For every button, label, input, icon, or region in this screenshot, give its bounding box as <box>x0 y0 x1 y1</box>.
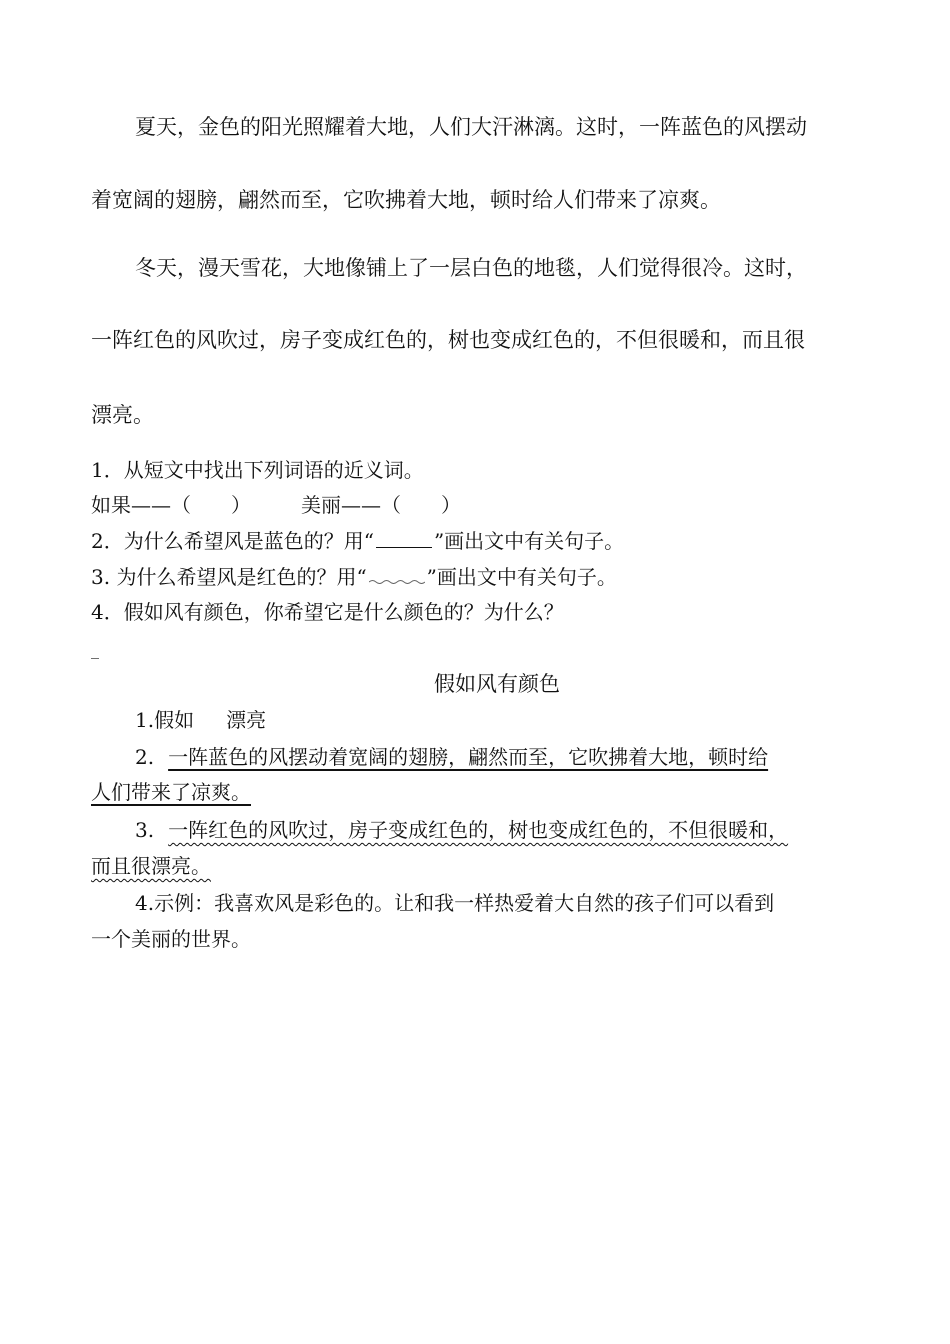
question-2 <box>91 527 624 555</box>
answer-3-line1 <box>135 816 788 844</box>
answer-2-sentence-part2: 人们带来了凉爽。 <box>91 780 251 804</box>
question-1: 1．从短文中找出下列词语的近义词。 <box>91 458 424 482</box>
answer-1-number-word: 1.假如 <box>135 708 195 732</box>
passage-p2-line3: 漂亮。 <box>91 403 154 427</box>
passage-p1-line1: 夏天，金色的阳光照耀着大地，人们大汗淋漓。这时，一阵蓝色的风摆动 <box>135 115 807 139</box>
question-2-text-before: 2．为什么希望风是蓝色的？用“ <box>91 529 374 553</box>
question-1-item-1: 如果——（ ） <box>91 493 251 517</box>
passage-p2-line1: 冬天，漫天雪花，大地像铺上了一层白色的地毯，人们觉得很冷。这时， <box>135 256 807 280</box>
question-1-item-2: 美丽——（ ） <box>301 493 461 517</box>
answers-title: 假如风有颜色 <box>434 672 560 696</box>
answer-1 <box>135 706 266 734</box>
answer-2-number: 2. <box>135 745 155 769</box>
question-4: 4．假如风有颜色，你希望它是什么颜色的？为什么？ <box>91 600 564 624</box>
answer-2-sentence-part1: 一阵蓝色的风摆动着宽阔的翅膀，翩然而至，它吹拂着大地，顿时给 <box>168 745 769 769</box>
passage-p2-line2: 一阵红色的风吹过，房子变成红色的，树也变成红色的，不但很暖和，而且很 <box>91 328 805 352</box>
straight-underline-mark <box>376 527 432 548</box>
passage-p1-line2: 着宽阔的翅膀，翩然而至，它吹拂着大地，顿时给人们带来了凉爽。 <box>91 188 721 212</box>
question-2-text-after: ”画出文中有关句子。 <box>433 529 625 553</box>
answer-3-line2 <box>91 852 211 880</box>
stray-mark: _ <box>91 640 99 659</box>
answer-3-number: 3. <box>135 818 155 842</box>
answer-2-line2 <box>91 778 251 806</box>
question-3 <box>91 563 617 591</box>
answer-3-sentence-part1: 一阵红色的风吹过，房子变成红色的，树也变成红色的，不但很暖和， <box>168 818 789 842</box>
answer-1-word-2: 漂亮 <box>226 708 267 732</box>
question-1-items <box>91 491 461 519</box>
wavy-underline-mark <box>369 563 425 583</box>
answer-4-line2: 一个美丽的世界。 <box>91 927 251 951</box>
question-3-text-after: ”画出文中有关句子。 <box>426 565 617 589</box>
answer-3-sentence-part2: 而且很漂亮。 <box>91 854 211 878</box>
question-3-text-before: 3. 为什么希望风是红色的？用“ <box>91 565 367 589</box>
answer-4-line1: 4.示例：我喜欢风是彩色的。让和我一样热爱着大自然的孩子们可以看到 <box>135 891 775 915</box>
answer-2-line1 <box>135 743 768 771</box>
